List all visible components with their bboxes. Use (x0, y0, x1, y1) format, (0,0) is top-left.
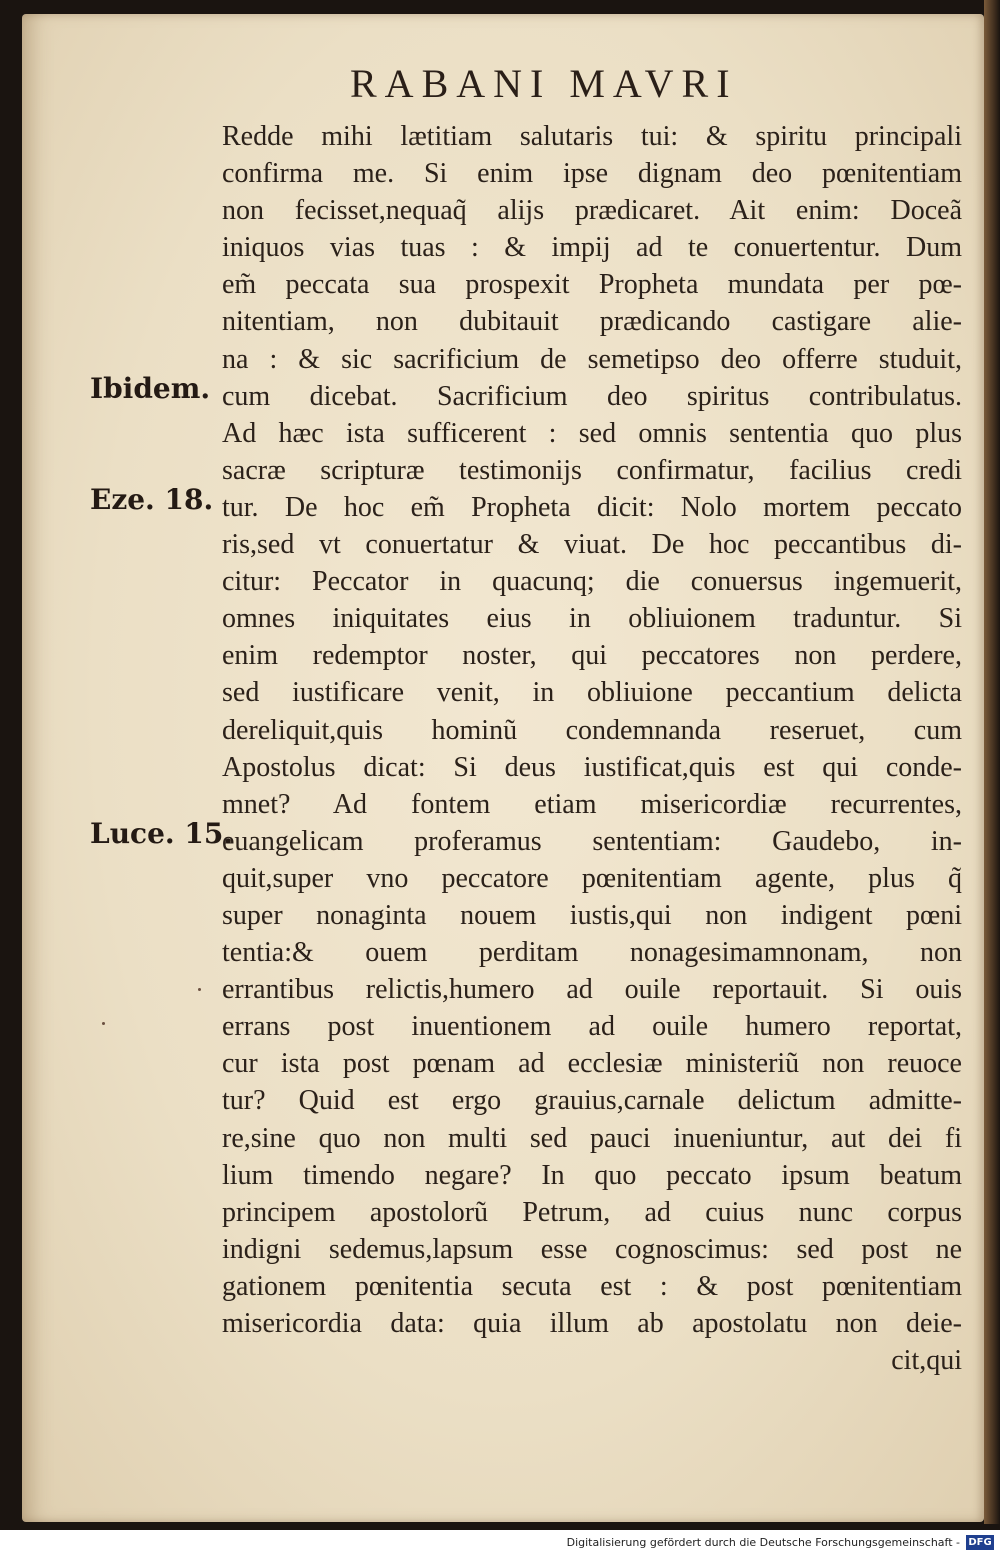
text-line: ris,sed vt conuertatur & viuat. De hoc peccantibus di- (222, 529, 962, 561)
text-line: confirma me. Si enim ipse dignam deo pœnitentiam (222, 158, 962, 190)
text-line: principem apostolorũ Petrum, ad cuius nunc corpus (222, 1196, 962, 1228)
text-line: gationem pœnitentia secuta est : & post pœnitentiam (222, 1270, 962, 1302)
margin-note: Ibidem. (90, 371, 211, 405)
text-line: lium timendo negare? In quo peccato ipsum beatum (222, 1159, 962, 1191)
body-text (222, 118, 962, 1379)
text-line: non fecisset,nequaq̃ alijs prædicaret. Ait enim: Doceã (222, 195, 962, 227)
footer-credit: Digitalisierung gefördert durch die Deutsche Forschungsgemeinschaft - (566, 1536, 960, 1549)
text-line: nitentiam, non dubitauit prædicando castigare alie- (222, 306, 962, 338)
text-line: re,sine quo non multi sed pauci inueniuntur, aut dei fi (222, 1122, 962, 1154)
digitization-footer (0, 1530, 1000, 1556)
text-line: Ad hæc ista sufficerent : sed omnis sententia quo plus (222, 417, 962, 449)
ink-speck (102, 1022, 105, 1025)
text-line: tur. De hoc em̃ Propheta dicit: Nolo mortem peccato (222, 491, 962, 523)
text-line: misericordia data: quia illum ab apostolatu non deie- (222, 1308, 962, 1339)
running-head: RABANI MAVRI (350, 61, 738, 106)
text-line: indigni sedemus,lapsum esse cognoscimus: sed post ne (222, 1233, 962, 1265)
text-line: tentia:& ouem perditam nonagesimamnonam, non (222, 937, 962, 969)
text-line: tur? Quid est ergo grauius,carnale delictum admitte- (222, 1085, 962, 1117)
margin-note: Luce. 15. (90, 816, 234, 850)
text-line: em̃ peccata sua prospexit Propheta mundata per pœ- (222, 269, 962, 301)
text-line: sacræ scripturæ testimonijs confirmatur, facilius credi (222, 454, 962, 486)
text-line: Redde mihi lætitiam salutaris tui: & spiritu principali (222, 121, 962, 152)
text-line: cum dicebat. Sacrificium deo spiritus contribulatus. (222, 380, 962, 412)
dfg-logo: DFG (966, 1535, 994, 1550)
text-line: enim redemptor noster, qui peccatores non perdere, (222, 640, 962, 672)
ink-speck (198, 988, 201, 991)
page-edge (984, 0, 1000, 1524)
text-line: na : & sic sacrificium de semetipso deo offerre studuit, (222, 343, 962, 375)
text-line: omnes iniquitates eius in obliuionem traduntur. Si (222, 603, 962, 635)
text-line: euangelicam proferamus sententiam: Gaudebo, in- (222, 825, 962, 857)
text-line: cur ista post pœnam ad ecclesiæ ministeriũ non reuoce (222, 1048, 962, 1080)
text-line: errantibus relictis,humero ad ouile reportauit. Si ouis (222, 974, 962, 1006)
text-line: Apostolus dicat: Si deus iustificat,quis est qui conde- (222, 751, 962, 783)
text-line: super nonaginta nouem iustis,qui non indigent pœni (222, 899, 962, 931)
text-line: quit,super vno peccatore pœnitentiam agente, plus q̃ (222, 862, 962, 894)
text-line: mnet? Ad fontem etiam misericordiæ recurrentes, (222, 788, 962, 820)
text-line: sed iustificare venit, in obliuione peccantium delicta (222, 677, 962, 709)
text-line: citur: Peccator in quacunq; die conuersus ingemuerit, (222, 566, 962, 598)
text-line: dereliquit,quis hominũ condemnanda reseruet, cum (222, 714, 962, 746)
margin-note: Eze. 18. (90, 483, 214, 516)
text-line: errans post inuentionem ad ouile humero reportat, (222, 1011, 962, 1043)
text-line: iniquos vias tuas : & impij ad te conuertentur. Dum (222, 232, 962, 264)
text-line: cit,qui (891, 1345, 962, 1377)
